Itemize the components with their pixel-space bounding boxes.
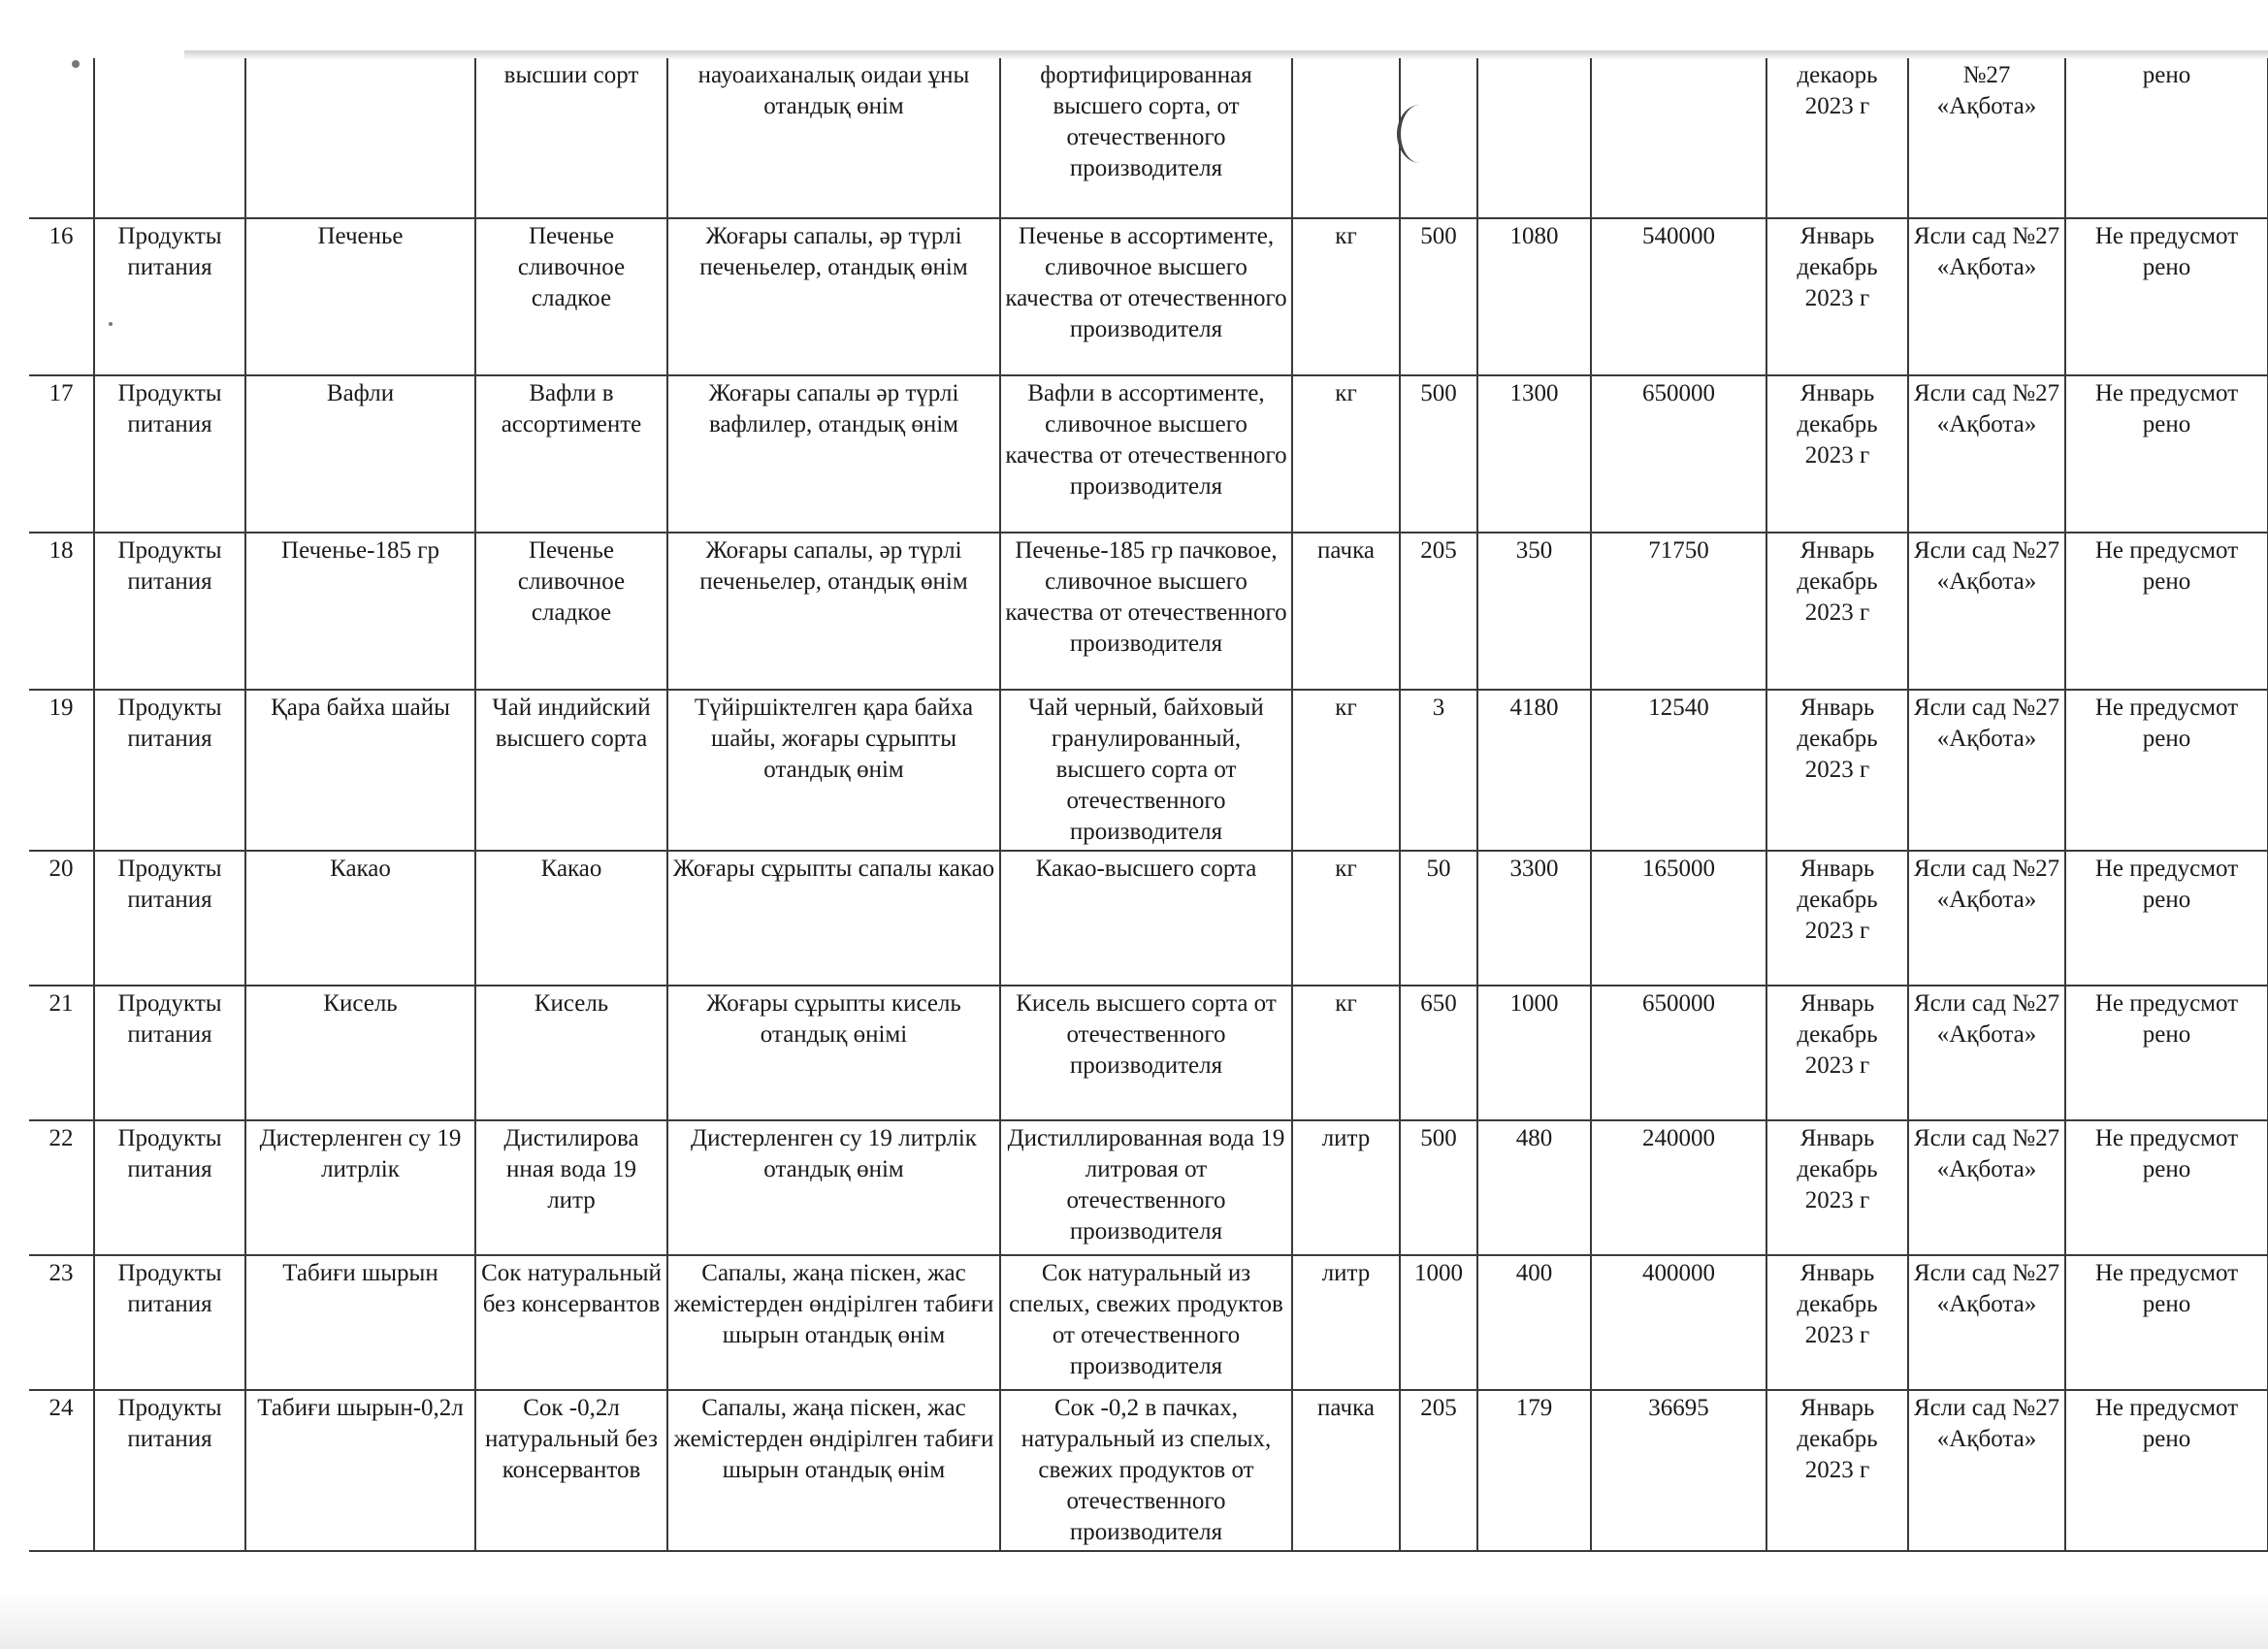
price-cell: 3300 [1477,851,1591,986]
category-cell: Продукты питания [94,1390,245,1551]
name-ru-cell: Дистилирова нная вода 19 литр [475,1120,667,1255]
table-row [29,533,2268,690]
period-cell: Январь декабрь 2023 г [1766,533,1908,690]
advance-cell: Не предусмот рено [2065,218,2268,375]
row-number-cell: 22 [29,1120,94,1255]
row-number-cell: 20 [29,851,94,986]
price-cell: 179 [1477,1390,1591,1551]
delivery-place-cell: Ясли сад №27 «Ақбота» [1908,1255,2065,1390]
description-ru-cell: Печенье в ассортименте, сливочное высшего качества от отечественного производителя [1000,218,1292,375]
row-number-cell: 23 [29,1255,94,1390]
category-cell: Продукты питания [94,1120,245,1255]
total-cell: 71750 [1591,533,1766,690]
name-kz-cell: Табиғи шырын-0,2л [245,1390,475,1551]
row-number-cell [29,58,94,218]
page-bottom-margin [0,1591,2268,1649]
description-ru-cell: Сок натуральный из спелых, свежих продуктов от отечественного производителя [1000,1255,1292,1390]
name-ru-cell: Кисель [475,986,667,1120]
total-cell: 650000 [1591,375,1766,533]
category-cell: Продукты питания [94,1255,245,1390]
period-cell: декаорь 2023 г [1766,58,1908,218]
scan-speck [72,60,80,68]
row-number-cell: 24 [29,1390,94,1551]
unit-cell: кг [1292,375,1400,533]
description-ru-cell: Сок -0,2 в пачках, натуральный из спелых, свежих продуктов от отечественного производителя [1000,1390,1292,1551]
unit-cell: кг [1292,851,1400,986]
name-kz-cell: Қара байха шайы [245,690,475,851]
quantity-cell: 500 [1400,1120,1477,1255]
period-cell: Январь декабрь 2023 г [1766,1390,1908,1551]
table-body [29,58,2268,1551]
delivery-place-cell: Ясли сад №27 «Ақбота» [1908,533,2065,690]
description-kz-cell: Сапалы, жаңа піскен, жас жемістерден өндірілген табиғи шырын отандық өнім [667,1255,1000,1390]
name-ru-cell: Сок натуральный без консервантов [475,1255,667,1390]
category-cell: Продукты питания [94,218,245,375]
delivery-place-cell: №27 «Ақбота» [1908,58,2065,218]
row-number-cell: 21 [29,986,94,1120]
row-number-cell: 19 [29,690,94,851]
unit-cell: пачка [1292,1390,1400,1551]
advance-cell: Не предусмот рено [2065,1255,2268,1390]
description-kz-cell: науоаиханалық оидаи ұны отандық өнім [667,58,1000,218]
advance-cell: Не предусмот рено [2065,1390,2268,1551]
unit-cell: литр [1292,1255,1400,1390]
unit-cell [1292,58,1400,218]
delivery-place-cell: Ясли сад №27 «Ақбота» [1908,1390,2065,1551]
quantity-cell: 205 [1400,533,1477,690]
description-kz-cell: Жоғары сапалы, әр түрлі печеньелер, отандық өнім [667,218,1000,375]
advance-cell: Не предусмот рено [2065,375,2268,533]
description-ru-cell: Вафли в ассортименте, сливочное высшего качества от отечественного производителя [1000,375,1292,533]
total-cell: 540000 [1591,218,1766,375]
table-row [29,1120,2268,1255]
advance-cell: Не предусмот рено [2065,986,2268,1120]
period-cell: Январь декабрь 2023 г [1766,375,1908,533]
quantity-cell: 650 [1400,986,1477,1120]
name-kz-cell: Дистерленген су 19 литрлік [245,1120,475,1255]
table-row [29,986,2268,1120]
period-cell: Январь декабрь 2023 г [1766,851,1908,986]
name-ru-cell: Печенье сливочное сладкое [475,533,667,690]
name-kz-cell [245,58,475,218]
advance-cell: Не предусмот рено [2065,690,2268,851]
stamp-fragment [1397,105,1443,163]
description-ru-cell: фортифицированная высшего сорта, от отечественного производителя [1000,58,1292,218]
price-cell: 400 [1477,1255,1591,1390]
total-cell: 12540 [1591,690,1766,851]
total-cell: 650000 [1591,986,1766,1120]
name-kz-cell: Какао [245,851,475,986]
name-ru-cell: Какао [475,851,667,986]
table-row [29,1255,2268,1390]
total-cell: 400000 [1591,1255,1766,1390]
unit-cell: пачка [1292,533,1400,690]
delivery-place-cell: Ясли сад №27 «Ақбота» [1908,218,2065,375]
table-row [29,690,2268,851]
total-cell: 165000 [1591,851,1766,986]
description-kz-cell: Жоғары сұрыпты кисель отандық өнімі [667,986,1000,1120]
table-row [29,58,2268,218]
name-ru-cell: высшии сорт [475,58,667,218]
advance-cell: рено [2065,58,2268,218]
description-kz-cell: Жоғары сапалы әр түрлі вафлилер, отандық өнім [667,375,1000,533]
description-kz-cell: Жоғары сапалы, әр түрлі печеньелер, отандық өнім [667,533,1000,690]
description-kz-cell: Сапалы, жаңа піскен, жас жемістерден өндірілген табиғи шырын отандық өнім [667,1390,1000,1551]
advance-cell: Не предусмот рено [2065,533,2268,690]
price-cell: 480 [1477,1120,1591,1255]
name-ru-cell: Вафли в ассортименте [475,375,667,533]
quantity-cell: 205 [1400,1390,1477,1551]
category-cell: Продукты питания [94,690,245,851]
name-ru-cell: Печенье сливочное сладкое [475,218,667,375]
delivery-place-cell: Ясли сад №27 «Ақбота» [1908,986,2065,1120]
description-ru-cell: Какао-высшего сорта [1000,851,1292,986]
table-row [29,375,2268,533]
table-row [29,218,2268,375]
delivery-place-cell: Ясли сад №27 «Ақбота» [1908,851,2065,986]
quantity-cell: 500 [1400,218,1477,375]
name-ru-cell: Сок -0,2л натуральный без консервантов [475,1390,667,1551]
name-ru-cell: Чай индийский высшего сорта [475,690,667,851]
name-kz-cell: Печенье-185 гр [245,533,475,690]
delivery-place-cell: Ясли сад №27 «Ақбота» [1908,1120,2065,1255]
name-kz-cell: Вафли [245,375,475,533]
name-kz-cell: Табиғи шырын [245,1255,475,1390]
delivery-place-cell: Ясли сад №27 «Ақбота» [1908,690,2065,851]
period-cell: Январь декабрь 2023 г [1766,690,1908,851]
period-cell: Январь декабрь 2023 г [1766,1120,1908,1255]
table-row [29,1390,2268,1551]
name-kz-cell: Кисель [245,986,475,1120]
description-ru-cell: Печенье-185 гр пачковое, сливочное высшего качества от отечественного производителя [1000,533,1292,690]
row-number-cell: 16 [29,218,94,375]
quantity-cell: 50 [1400,851,1477,986]
name-kz-cell: Печенье [245,218,475,375]
quantity-cell: 3 [1400,690,1477,851]
category-cell: Продукты питания [94,533,245,690]
quantity-cell: 500 [1400,375,1477,533]
description-kz-cell: Түйіршіктелген қара байха шайы, жоғары сұрыпты отандық өнім [667,690,1000,851]
total-cell: 36695 [1591,1390,1766,1551]
price-cell: 1080 [1477,218,1591,375]
description-ru-cell: Дистиллированная вода 19 литровая от отечественного производителя [1000,1120,1292,1255]
procurement-table [29,58,2268,1552]
category-cell: Продукты питания [94,375,245,533]
period-cell: Январь декабрь 2023 г [1766,218,1908,375]
description-kz-cell: Жоғары сұрыпты сапалы какао [667,851,1000,986]
description-ru-cell: Чай черный, байховый гранулированный, высшего сорта от отечественного производителя [1000,690,1292,851]
unit-cell: кг [1292,690,1400,851]
price-cell: 350 [1477,533,1591,690]
scan-speck [109,322,113,326]
category-cell: Продукты питания [94,851,245,986]
category-cell [94,58,245,218]
description-kz-cell: Дистерленген су 19 литрлік отандық өнім [667,1120,1000,1255]
unit-cell: кг [1292,986,1400,1120]
price-cell: 4180 [1477,690,1591,851]
period-cell: Январь декабрь 2023 г [1766,986,1908,1120]
quantity-cell: 1000 [1400,1255,1477,1390]
total-cell: 240000 [1591,1120,1766,1255]
table-row [29,851,2268,986]
advance-cell: Не предусмот рено [2065,851,2268,986]
row-number-cell: 18 [29,533,94,690]
category-cell: Продукты питания [94,986,245,1120]
row-number-cell: 17 [29,375,94,533]
price-cell: 1300 [1477,375,1591,533]
price-cell: 1000 [1477,986,1591,1120]
price-cell [1477,58,1591,218]
delivery-place-cell: Ясли сад №27 «Ақбота» [1908,375,2065,533]
description-ru-cell: Кисель высшего сорта от отечественного производителя [1000,986,1292,1120]
scan-blot [797,121,832,178]
unit-cell: литр [1292,1120,1400,1255]
advance-cell: Не предусмот рено [2065,1120,2268,1255]
period-cell: Январь декабрь 2023 г [1766,1255,1908,1390]
unit-cell: кг [1292,218,1400,375]
total-cell [1591,58,1766,218]
